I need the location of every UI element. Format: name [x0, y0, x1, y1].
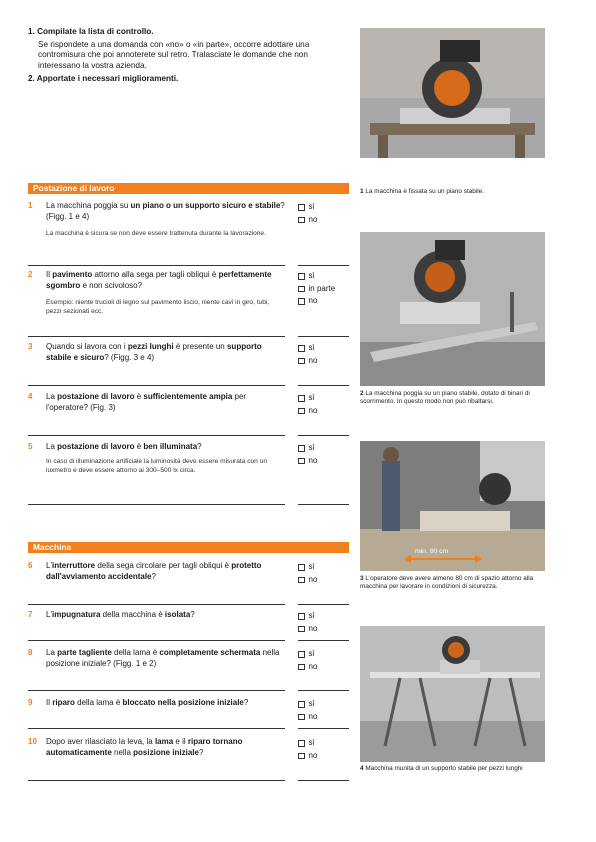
question-number: 4 [28, 392, 33, 401]
answer-option-label: sì [308, 393, 315, 402]
question-number: 1 [28, 201, 33, 210]
question-text: La postazione di lavoro è sufficientemente ampia per l'operatore? (Fig. 3) [46, 392, 247, 412]
question-number: 10 [28, 737, 37, 746]
figure-4-photo [360, 626, 545, 762]
question-text: La parte tagliente della lama è completamente schermata nella posizione iniziale? (Figg. 1 e 2) [46, 648, 280, 668]
question-text: Dopo aver rilasciato la leva, la lama e il riparo tornano automaticamente nella posizione iniziale? [46, 737, 243, 757]
answer-option-label: in parte [308, 283, 336, 293]
divider-line [28, 265, 285, 266]
question-number: 9 [28, 698, 33, 707]
question-number: 8 [28, 648, 33, 657]
answer-option[interactable] [298, 455, 317, 468]
step-1-title: 1. Compilate la lista di controllo. [28, 27, 154, 36]
checkbox-icon[interactable] [298, 714, 305, 721]
checkbox-icon[interactable] [298, 740, 305, 747]
answer-options [298, 737, 317, 762]
answer-option[interactable] [298, 355, 317, 368]
question-number: 6 [28, 561, 33, 570]
answer-options [298, 698, 317, 723]
checkbox-icon[interactable] [298, 564, 305, 571]
answer-option[interactable] [298, 750, 317, 763]
answer-options [298, 392, 317, 417]
divider-line [28, 728, 285, 729]
checkbox-icon[interactable] [298, 395, 305, 402]
answer-option-label: sì [308, 343, 315, 352]
question-note: La macchina è sicura se non deve essere trattenuta durante la lavorazione. [46, 230, 266, 237]
answer-option[interactable] [298, 342, 317, 355]
divider-line [28, 780, 285, 781]
answer-option[interactable] [298, 392, 317, 405]
answer-options [298, 442, 317, 467]
divider-line [298, 265, 349, 266]
answer-options [298, 561, 317, 586]
answer-option-label: no [308, 214, 318, 224]
checkbox-icon[interactable] [298, 345, 305, 352]
checkbox-icon[interactable] [298, 217, 305, 224]
saw-on-long-stand-illustration [360, 626, 545, 762]
question-note: Esempio: niente trucioli di legno sul pavimento liscio, niente cavi in giro, tubi, pezzi sezionati ecc. [46, 299, 270, 315]
divider-line [298, 385, 349, 386]
checkbox-icon[interactable] [298, 626, 305, 633]
min-distance-label: min. 80 cm [415, 548, 449, 555]
step-1-text: Se rispondete a una domanda con «no» o «in parte», occorre adottare una contromisura che poi annoterete sul retro. Tralasciate le domande che non interessano la vostra azienda. [38, 39, 310, 70]
answer-option-label: no [308, 661, 318, 671]
checkbox-icon[interactable] [298, 577, 305, 584]
answer-option[interactable] [298, 442, 317, 455]
divider-line [298, 435, 349, 436]
question-note: In caso di illuminazione artificiale la luminosità deve essere misurata con un luxmetro e deve essere attorno ai 300–500 lx circa. [46, 458, 268, 474]
figure-4-caption: 4 Macchina munita di un supporto stabile per pezzi lunghi [360, 765, 523, 772]
answer-option-label: no [308, 750, 318, 760]
answer-option-label: sì [308, 562, 315, 571]
answer-option-label: no [308, 405, 318, 415]
answer-option[interactable] [298, 737, 317, 750]
answer-options [298, 342, 317, 367]
divider-line [298, 640, 349, 641]
figure-3-photo [360, 441, 545, 571]
answer-option[interactable] [298, 711, 317, 724]
checkbox-icon[interactable] [298, 204, 305, 211]
checkbox-icon[interactable] [298, 458, 305, 465]
divider-line [28, 435, 285, 436]
answer-option-label: sì [308, 649, 315, 658]
figure-1-caption: 1 La macchina è fissata su un piano stabile. [360, 188, 484, 195]
question-text: Il pavimento attorno alla sega per tagli obliqui è perfettamente sgombro e non scivoloso? [46, 270, 272, 290]
step-2-title: 2. Apportate i necessari miglioramenti. [28, 74, 179, 84]
answer-option[interactable] [298, 648, 317, 661]
checkbox-icon[interactable] [298, 358, 305, 365]
figure-1-photo [360, 28, 545, 158]
figure-3-caption: 3 L'operatore deve avere almeno 80 cm di spazio attorno alla macchina per lavorare in condizioni di sicurezza. [360, 575, 534, 591]
answer-option-label: sì [308, 202, 315, 211]
answer-option[interactable] [298, 561, 317, 574]
section-header-workplace: Postazione di lavoro [28, 183, 349, 194]
divider-line [28, 336, 285, 337]
divider-line [298, 728, 349, 729]
answer-option[interactable] [298, 698, 317, 711]
answer-options [298, 270, 335, 308]
answer-option[interactable] [298, 661, 317, 674]
miter-saw-on-rails-illustration [360, 232, 545, 386]
checkbox-icon[interactable] [298, 651, 305, 658]
answer-option-label: sì [308, 611, 315, 620]
checkbox-icon[interactable] [298, 298, 305, 305]
figure-2-photo [360, 232, 545, 386]
divider-line [28, 604, 285, 605]
answer-option-label: sì [308, 738, 315, 747]
answer-option[interactable] [298, 574, 317, 587]
answer-option-label: sì [308, 271, 315, 280]
question-text: Il riparo della lama è bloccato nella posizione iniziale? [46, 698, 249, 707]
checkbox-icon[interactable] [298, 664, 305, 671]
question-number: 7 [28, 610, 33, 619]
question-number: 3 [28, 342, 33, 351]
question-text: Quando si lavora con i pezzi lunghi è presente un supporto stabile e sicuro? (Figg. 3 e 4) [46, 342, 262, 362]
checkbox-icon[interactable] [298, 445, 305, 452]
divider-line [28, 504, 285, 505]
answer-option[interactable] [298, 610, 317, 623]
question-number: 2 [28, 270, 33, 279]
section-header-machine: Macchina [28, 542, 349, 553]
divider-line [298, 504, 349, 505]
operator-at-saw-illustration [360, 441, 545, 571]
checkbox-icon[interactable] [298, 701, 305, 708]
answer-options [298, 201, 317, 226]
question-text: L'interruttore della sega circolare per tagli obliqui è protetto dall'avviamento accidentale? [46, 561, 262, 581]
checkbox-icon[interactable] [298, 613, 305, 620]
figure-2-caption: 2 La macchina poggia su un piano stabile, dotato di binari di scorrimento. In questo modo non può ribaltarsi. [360, 390, 530, 406]
divider-line [28, 690, 285, 691]
instructions [28, 27, 348, 85]
answer-option-label: no [308, 711, 318, 721]
question-text: La macchina poggia su un piano o un supporto sicuro e stabile? (Figg. 1 e 4) [46, 201, 285, 221]
checkbox-icon[interactable] [298, 408, 305, 415]
answer-option[interactable] [298, 201, 317, 214]
divider-line [298, 336, 349, 337]
answer-options [298, 610, 317, 635]
answer-option[interactable] [298, 295, 335, 308]
divider-line [28, 385, 285, 386]
answer-option-label: sì [308, 699, 315, 708]
answer-option-label: no [308, 623, 318, 633]
checkbox-icon[interactable] [298, 753, 305, 760]
divider-line [298, 780, 349, 781]
answer-option[interactable] [298, 283, 335, 296]
checkbox-icon[interactable] [298, 286, 305, 293]
divider-line [298, 604, 349, 605]
question-number: 5 [28, 442, 33, 451]
answer-option[interactable] [298, 214, 317, 227]
checkbox-icon[interactable] [298, 273, 305, 280]
answer-option-label: sì [308, 443, 315, 452]
miter-saw-on-bench-illustration [360, 28, 545, 158]
answer-option-label: no [308, 455, 318, 465]
question-text: La postazione di lavoro è ben illuminata? [46, 442, 202, 451]
answer-option[interactable] [298, 623, 317, 636]
answer-option-label: no [308, 296, 318, 305]
answer-option[interactable] [298, 405, 317, 418]
divider-line [28, 640, 285, 641]
answer-option-label: no [308, 574, 318, 584]
answer-option-label: no [308, 355, 318, 365]
answer-option[interactable] [298, 270, 335, 283]
answer-options [298, 648, 317, 673]
divider-line [298, 690, 349, 691]
question-text: L'impugnatura della macchina è isolata? [46, 610, 195, 619]
